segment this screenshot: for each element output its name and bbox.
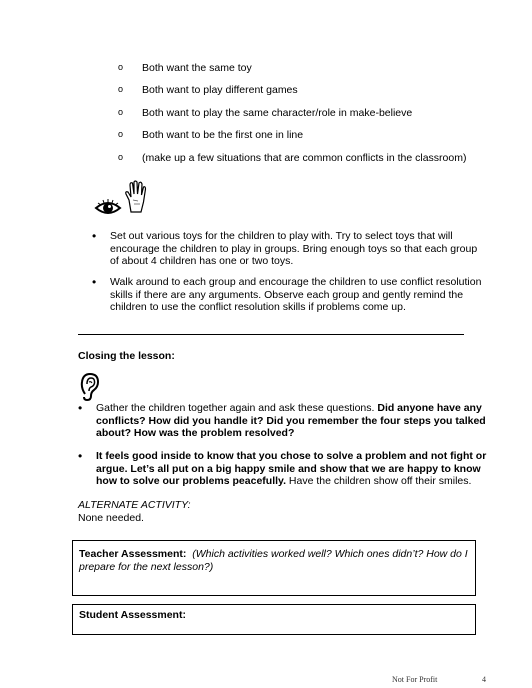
hand-icon: [124, 180, 148, 214]
teacher-assessment-prompt: (Which activities worked well? Which ones didn’t? How do I: [192, 548, 468, 560]
list-item-text: Both want to be the first one in line: [142, 129, 304, 141]
teacher-assessment-label: Teacher Assessment:: [79, 548, 187, 560]
bullet-line: argue. Let’s all put on a big happy smile and show that we are happy to know: [96, 462, 481, 475]
list-item-text: (make up a few situations that are common conflicts in the classroom): [142, 152, 467, 164]
bullet-line: skills if there are any arguments. Observe each group and gently remind the: [110, 288, 464, 301]
list-marker: o: [118, 84, 124, 94]
bullet-emphasis: how to solve our problems peacefully.: [96, 475, 287, 488]
bullet-text: Have the children show off their smiles.: [286, 475, 472, 488]
ear-icon: [80, 372, 100, 402]
list-item-text: Both want to play the same character/role in make-believe: [142, 107, 413, 119]
bullet-question: conflicts? How did you handle it? Did you remember the four steps you talked: [96, 414, 486, 427]
list-marker: o: [118, 129, 124, 139]
bullet-question: Did anyone have any: [374, 402, 482, 414]
list-marker: o: [118, 107, 124, 117]
teacher-assessment-prompt: prepare for the next lesson?): [79, 561, 214, 573]
list-item-text: Both want to play different games: [142, 84, 298, 96]
bullet-line: [96, 475, 486, 488]
eye-icon: [94, 198, 122, 218]
footer-text: Not For Profit: [392, 675, 438, 684]
list-marker: o: [118, 62, 124, 72]
bullet-marker: •: [78, 449, 83, 463]
teacher-assessment-content: [79, 548, 471, 574]
bullet-line: encourage the children to play in groups. Bring enough toys so that each group: [110, 242, 478, 255]
bullet-line: children to use the conflict resolution skills if problems come up.: [110, 301, 406, 314]
bullet-line: Set out various toys for the children to play with. Try to select toys that will: [110, 230, 453, 242]
bullet-line: of about 4 children has one or two toys.: [110, 255, 294, 268]
list-item-text: Both want the same toy: [142, 62, 252, 74]
student-assessment-label: Student Assessment:: [79, 609, 186, 621]
bullet-marker: •: [78, 401, 83, 415]
list-marker: o: [118, 152, 124, 162]
alternate-text: None needed.: [78, 512, 144, 524]
teacher-assessment-box[interactable]: [72, 540, 476, 596]
bullet-text: Gather the children together again and ask these questions.: [96, 402, 375, 414]
bullet-question: about? How was the problem resolved?: [96, 427, 295, 440]
section-divider: [78, 334, 464, 335]
bullet-line: It feels good inside to know that you chose to solve a problem and not fight or: [96, 450, 487, 462]
teacher-assessment-line: [79, 548, 471, 561]
closing-heading: Closing the lesson:: [78, 350, 175, 362]
alternate-heading: ALTERNATE ACTIVITY:: [78, 499, 191, 511]
bullet-marker: •: [92, 275, 97, 289]
teacher-assessment-line: [79, 561, 471, 574]
bullet-line: Walk around to each group and encourage the children to use conflict resolution: [110, 276, 482, 288]
student-assessment-box[interactable]: [72, 604, 476, 635]
bullet-line: [96, 402, 486, 415]
page-number: 4: [482, 675, 486, 684]
bullet-marker: •: [92, 229, 97, 243]
